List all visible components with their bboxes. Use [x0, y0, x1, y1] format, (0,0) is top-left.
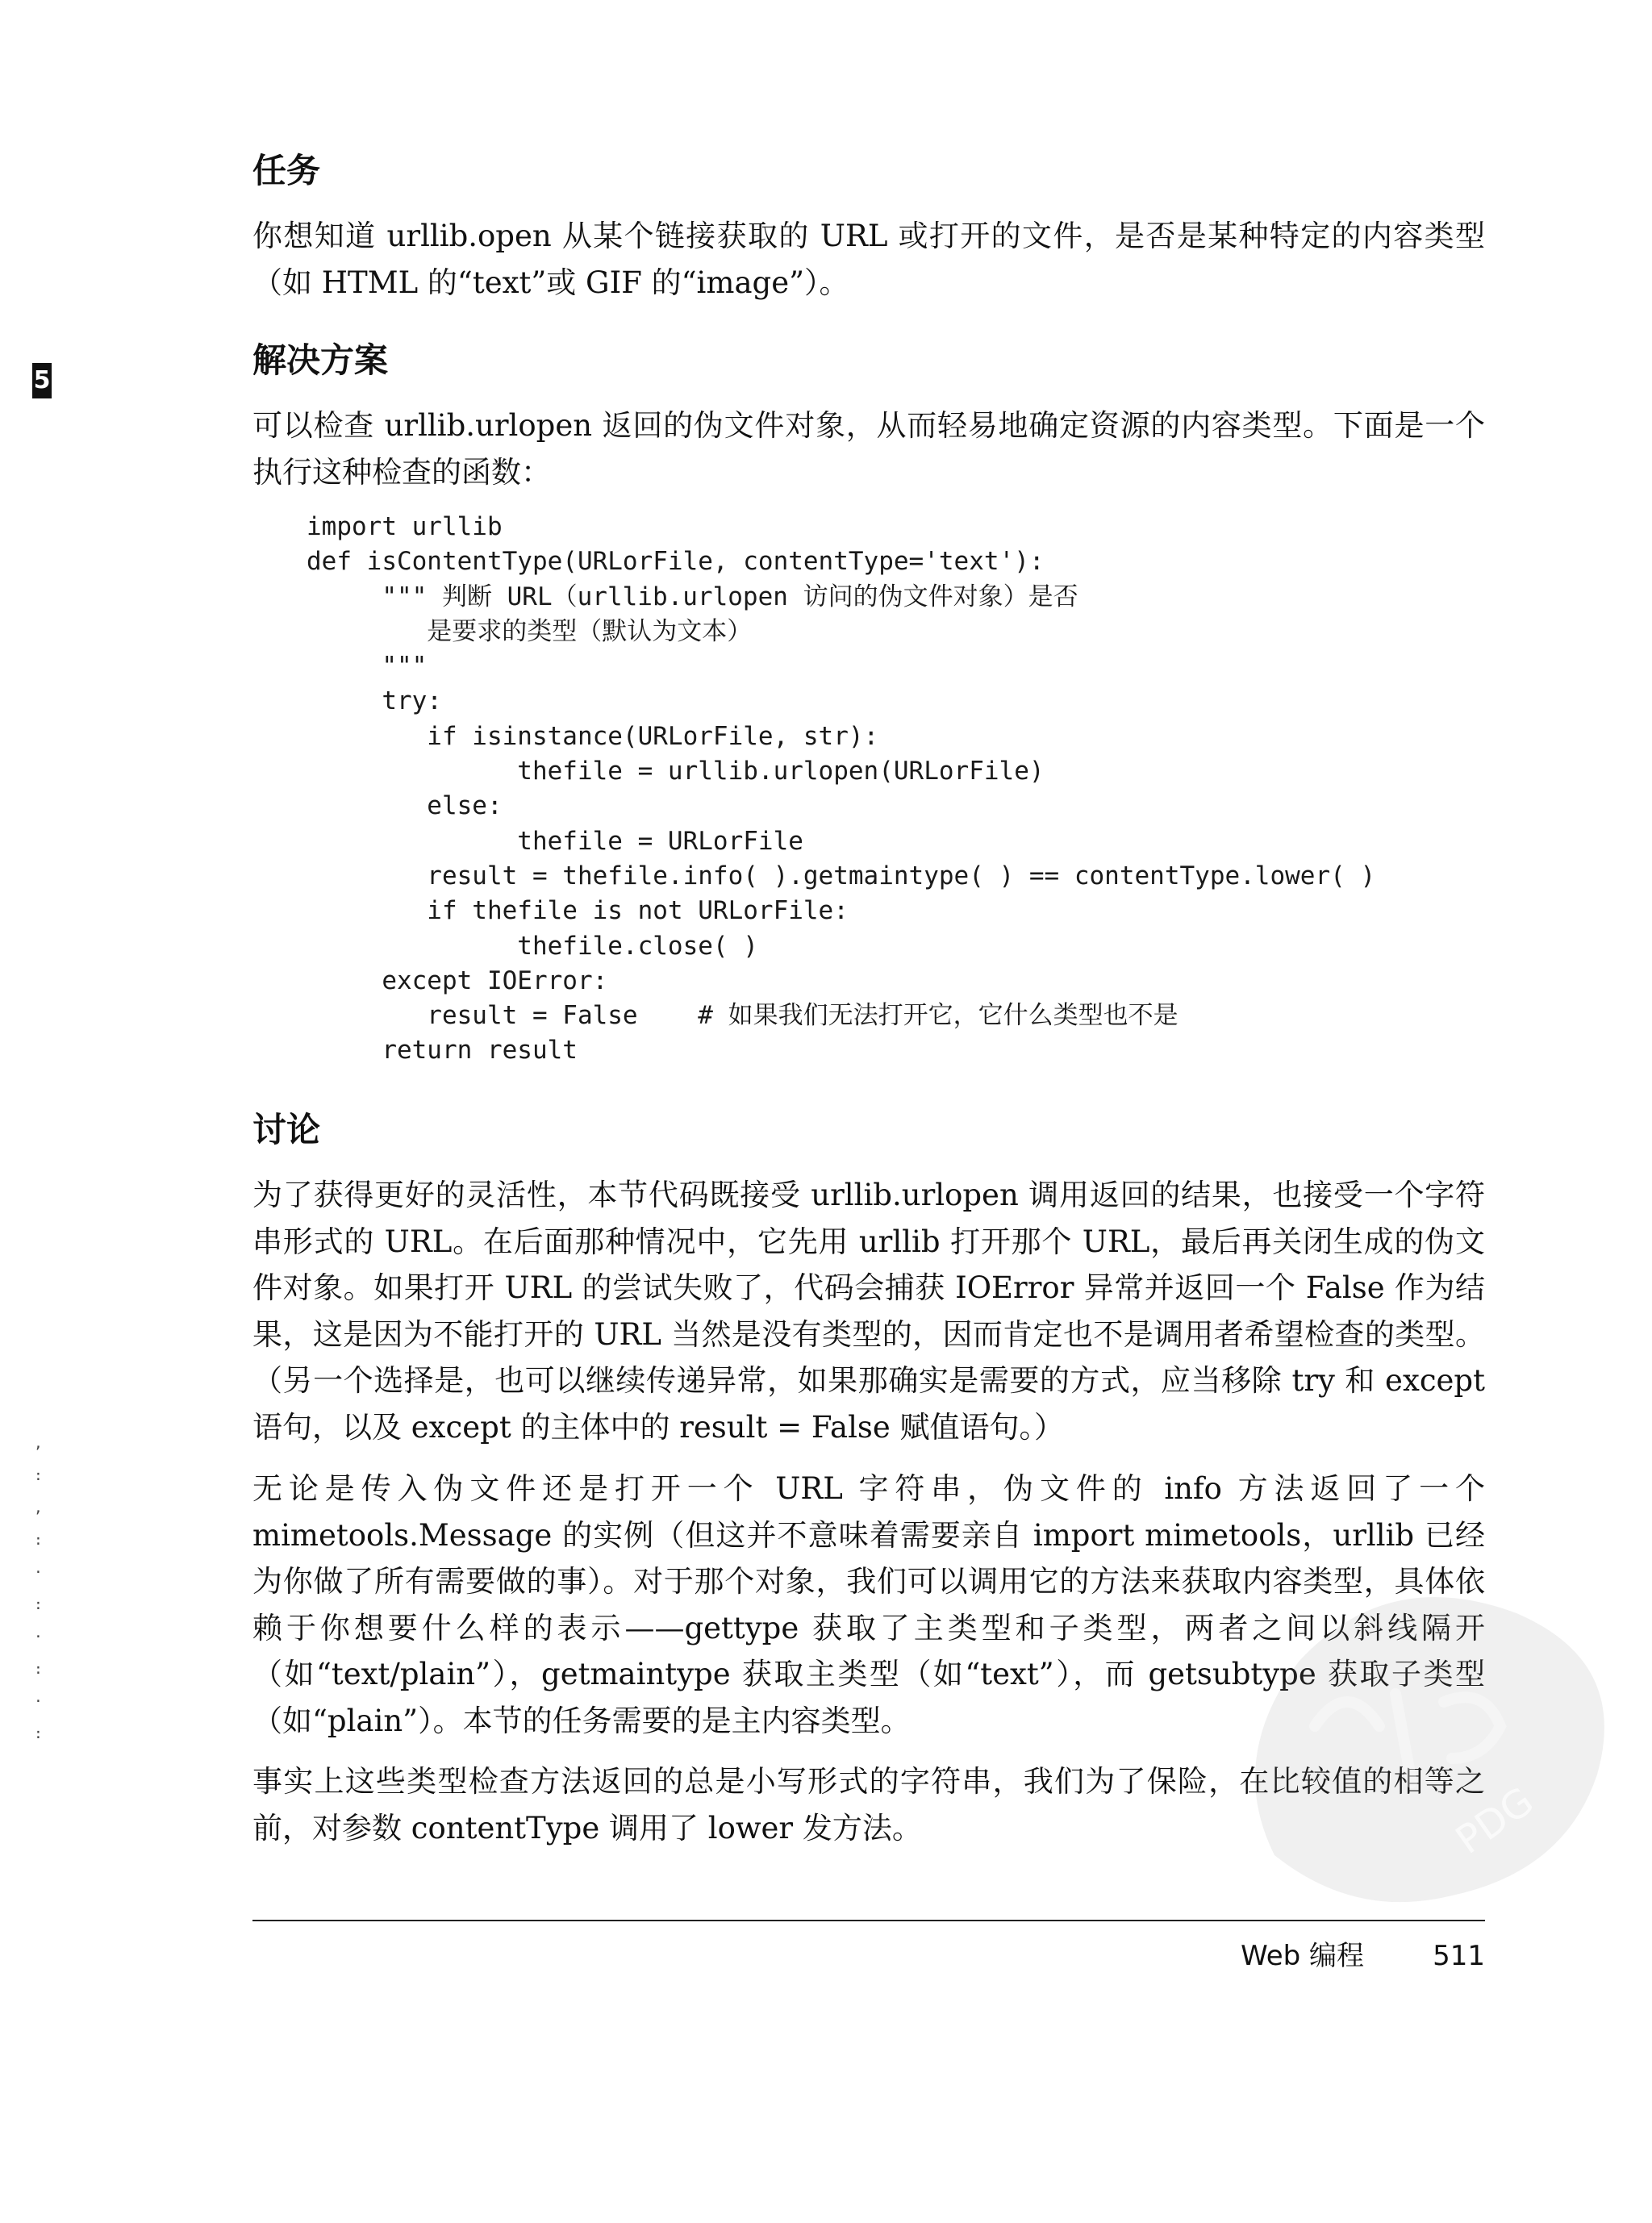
chapter-tab: 5 — [32, 363, 52, 398]
page-number: 511 — [1433, 1940, 1485, 1972]
footer-section-title: Web 编程 — [1241, 1940, 1364, 1972]
heading-solution: 解决方案 — [252, 340, 389, 380]
discussion-paragraph: 无论是传入伪文件还是打开一个 URL 字符串，伪文件的 info 方法返回了一个 mimetools.Message 的实例（但这并不意味着需要亲自 import mimetools，urllib 已经为你做了所有需要做的事）。对于那个对象，我们可以调用它的方法来获取内容类型，具体依赖于你想要什么样的表示——gettype 获取了主类型和子类型，两者之间以斜线隔开（如“text/plain”），getmaintype 获取主类型（如“text”），而 getsubtype 获取子类型（如“plain”）。本节的任务需要的是主内容类型。 — [252, 1471, 1485, 1738]
code-block: import urllib def isContentType(URLorFile, contentType='text'): """ 判断 URL（urllib.urlopen 访问的伪文件对象）是否 是要求的类型（默认为文本） """ try: if isinstance(URLorFile, str): thefile = urllib.urlopen(URLorFile) else: thefile = URLorFile result = thefile.info( ).getmaintype( ) == contentType.lower( ) if thefile is not URLorFile: thefile.close( ) except IOError: result = False # 如果我们无法打开它，它什么类型也不是 return result — [307, 512, 1376, 1066]
scan-margin-marks: , : , : · : · : · : — [34, 1435, 43, 1742]
discussion-paragraph: 为了获得更好的灵活性，本节代码既接受 urllib.urlopen 调用返回的结果，也接受一个字符串形式的 URL。在后面那种情况中，它先用 urllib 打开那个 URL，最后再关闭生成的伪文件对象。如果打开 URL 的尝试失败了，代码会捕获 IOError 异常并返回一个 False 作为结果，这是因为不能打开的 URL 当然是没有类型的，因而肯定也不是调用者希望检查的类型。（另一个选择是，也可以继续传递异常，如果那确实是需要的方式，应当移除 try 和 except 语句，以及 except 的主体中的 result = False 赋值语句。） — [252, 1178, 1485, 1445]
page-footer — [252, 1936, 1485, 1976]
solution-paragraph: 可以检查 urllib.urlopen 返回的伪文件对象，从而轻易地确定资源的内容类型。下面是一个执行这种检查的函数： — [252, 408, 1485, 490]
discussion-paragraph: 事实上这些类型检查方法返回的总是小写形式的字符串，我们为了保险，在比较值的相等之前，对参数 contentType 调用了 lower 发方法。 — [252, 1764, 1485, 1846]
footer-rule — [252, 1920, 1485, 1921]
heading-discussion: 讨论 — [252, 1110, 321, 1149]
watermark-text: PDG — [1447, 1778, 1542, 1863]
heading-task: 任务 — [252, 151, 321, 190]
task-paragraph: 你想知道 urllib.open 从某个链接获取的 URL 或打开的文件，是否是某种特定的内容类型（如 HTML 的“text”或 GIF 的“image”）。 — [252, 219, 1485, 300]
